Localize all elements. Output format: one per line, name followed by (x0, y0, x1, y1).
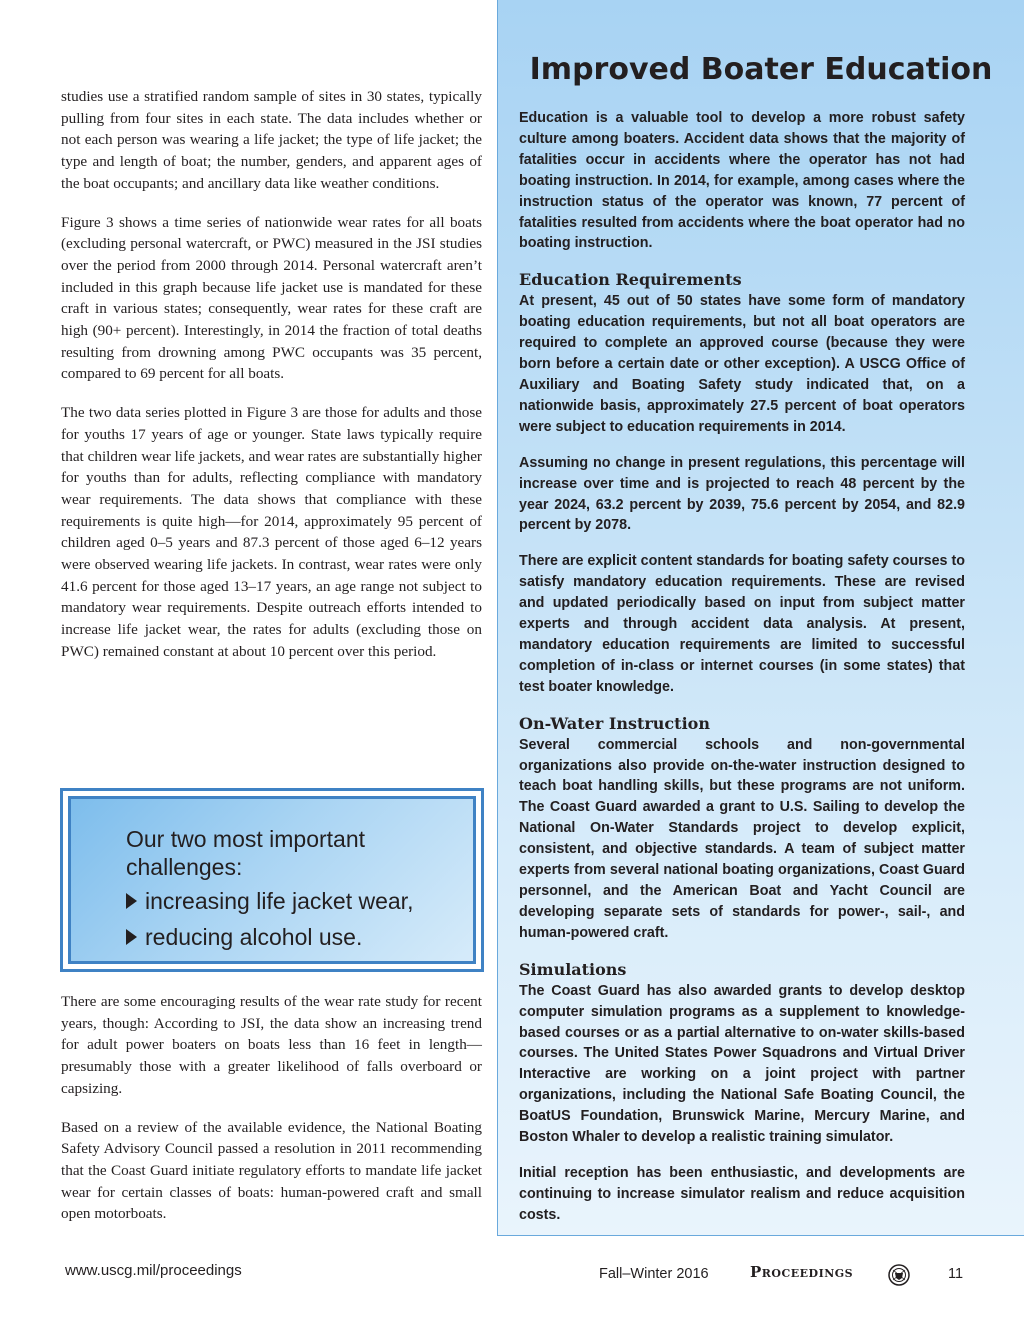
footer-page-number: 11 (948, 1266, 964, 1282)
section-paragraph: Several commercial schools and non-governmental organizations also provide on-the-water instruction designed to teach boat handling skills, but these programs are not uniform. The Coast Guard awarded a grant to U.S. Sailing to develop the National On-Water Standards project to develop explicit, consistent, and objective standards. A team of subject matter experts from several national boating organizations, Coast Guard personnel, and the American Boat and Yacht Council are developing separate sets of standards for power-, sail-, and human-powered craft. (519, 736, 965, 941)
callout-item (126, 923, 473, 951)
sidebar-intro: Education is a valuable tool to develop a more robust safety culture among boaters. Accident data shows that the majority of fatalities occur in accidents where the operator has not had boating instruction. In 2014, for example, among cases where the instruction status of the operator was known, 77 percent of fatalities resulted from accidents where the boat operator had no boating instruction. (519, 110, 965, 252)
footer-issue-date: Fall–Winter 2016 (599, 1266, 709, 1282)
coast-guard-seal-icon (888, 1264, 910, 1286)
section-paragraph: There are explicit content standards for boating safety courses to satisfy mandatory education requirements. These are revised and updated periodically based on input from subject matter experts and through accident data analysis. At present, mandatory education requirements are limited to successful completion of in-class or internet courses (in some states) that test boater knowledge. (519, 553, 965, 695)
footer-publication-name: Proceedings (750, 1263, 854, 1281)
callout-item-text: reducing alcohol use. (145, 924, 363, 950)
section-paragraph: Initial reception has been enthusiastic, and developments are continuing to increase simulator realism and reduce acquisition costs. (519, 1164, 965, 1223)
pull-quote-callout (60, 788, 484, 972)
sidebar-body (519, 108, 965, 1241)
left-column-continued (61, 991, 482, 1242)
sidebar-box (497, 0, 1024, 1236)
body-paragraph: There are some encouraging results of the wear rate study for recent years, though: According to JSI, the data show an increasing trend for adult power boaters on boats less than 16 feet in length—presumably those with a greater likelihood of falls overboard or capsizing. (61, 993, 482, 1097)
body-paragraph: The two data series plotted in Figure 3 are those for adults and those for youths 17 years of age or younger. State laws typically require that children wear life jackets, and wear rates are substantially higher for youths than for adults, reflecting compliance with mandatory wear requirements. The data shows that compliance with these requirements is quite high—for 2014, approximately 95 percent of children aged 0–5 years and 87.3 percent of those aged 6–12 years were observed wearing life jackets. In contrast, wear rates were only 41.6 percent for those aged 13–17 years, an age range not subject to mandatory wear requirements. Despite outreach efforts intended to increase life jacket wear, the rates for adults (excluding those on PWC) remained constant at about 10 percent over this period. (61, 404, 482, 660)
callout-item (126, 887, 473, 915)
section-heading: Education Requirements (519, 270, 742, 290)
callout-item-text: increasing life jacket wear, (145, 888, 414, 914)
sidebar-title: Improved Boater Education (529, 52, 993, 87)
footer-url[interactable]: www.uscg.mil/proceedings (65, 1262, 242, 1279)
callout-title: Our two most important challenges: (126, 826, 366, 880)
triangle-bullet-icon (126, 929, 137, 945)
section-paragraph: At present, 45 out of 50 states have some form of mandatory boating education requirements, but not all boat operators are required to complete an approved course (because they were born before a certain date or other exception). A USCG Office of Auxiliary and Boating Safety study indicated that, on a nationwide basis, approximately 27.5 percent of boat operators were subject to education requirements in 2014. (519, 293, 965, 435)
body-paragraph: Figure 3 shows a time series of nationwide wear rates for all boats (excluding personal watercraft, or PWC) measured in the JSI studies over the period from 2000 through 2014. Personal watercraft aren’t included in this graph because life jacket use is mandated for these craft in various states; consequently, wear rates for these craft are high (90+ percent). Interestingly, in 2014 the fraction of total deaths resulting from drowning among PWC occupants was 35 percent, compared to 69 percent for all boats. (61, 213, 482, 383)
section-paragraph: The Coast Guard has also awarded grants to develop desktop computer simulation programs as a supplement to knowledge-based courses or as a partial alternative to on-water skills-based courses. The United States Power Squadrons and Virtual Driver Interactive are working on a joint project with partner organizations, including the National Safe Boating Council, the BoatUS Foundation, Brunswick Marine, Mercury Marine, and Boston Whaler to develop a realistic training simulator. (519, 982, 965, 1146)
left-column (61, 86, 482, 680)
section-heading: On-Water Instruction (519, 713, 710, 733)
triangle-bullet-icon (126, 893, 137, 909)
section-paragraph: Assuming no change in present regulations, this percentage will increase over time and is projected to reach 48 percent by the year 2024, 63.2 percent by 2039, 75.6 percent by 2054, and 82.9 percent by 2078. (519, 454, 965, 534)
body-paragraph: Based on a review of the available evidence, the National Boating Safety Advisory Council passed a resolution in 2011 recommending that the Coast Guard initiate regulatory efforts to mandate life jacket wear for certain classes of boats: human-powered craft and small open motorboats. (61, 1118, 482, 1223)
body-paragraph: studies use a stratified random sample of sites in 30 states, typically pulling from four sites in each state. The data includes whether or not each person was wearing a life jacket; the type of life jacket; the type and length of boat; the number, genders, and apparent ages of the boat occupants; and ancillary data like weather conditions. (61, 88, 482, 192)
section-heading: Simulations (519, 959, 627, 979)
